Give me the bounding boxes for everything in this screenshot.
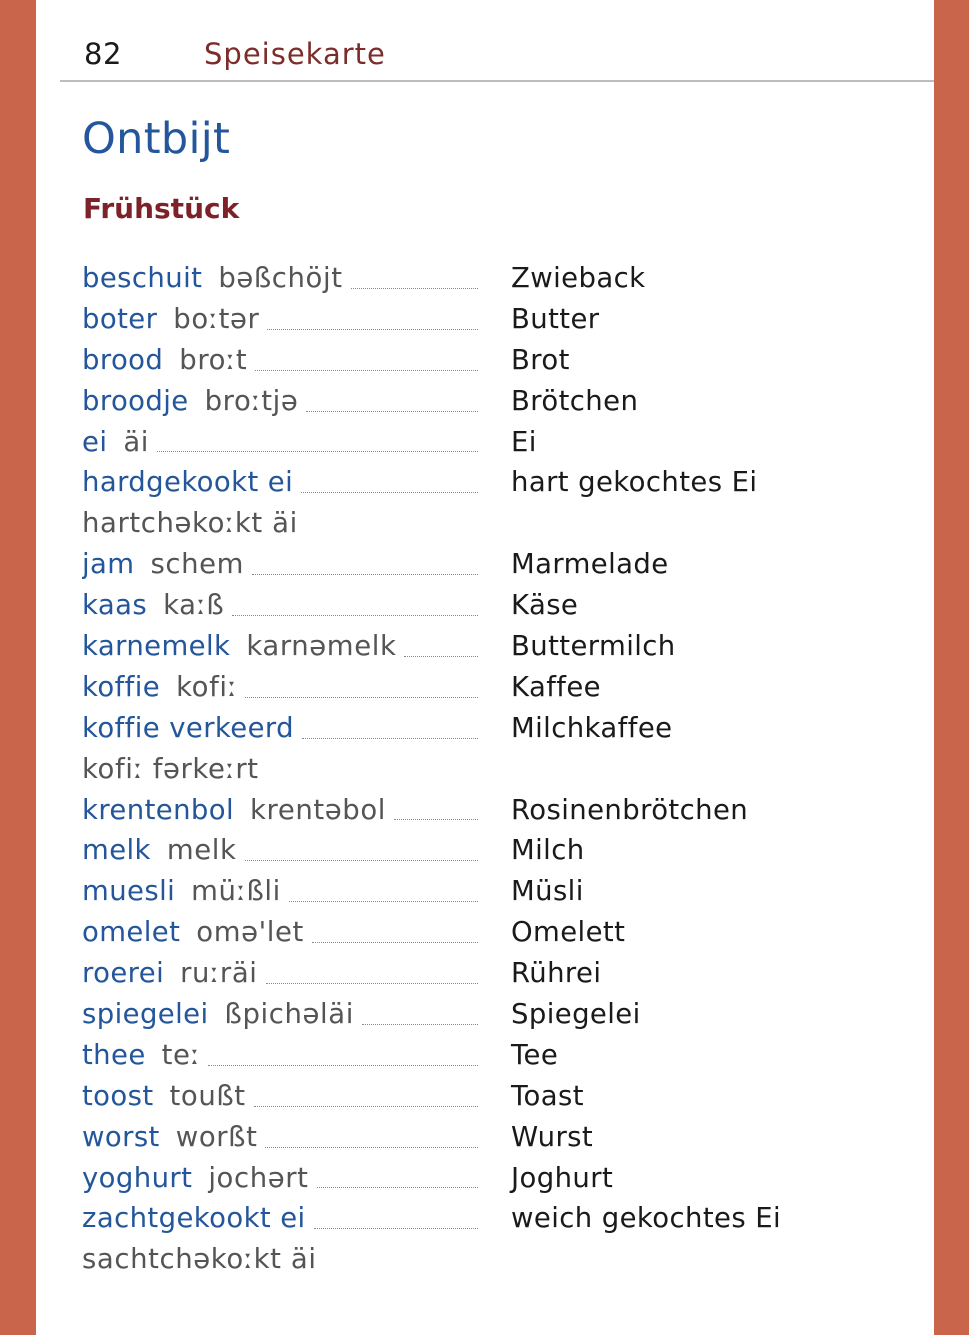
entry-pronunciation: ruːräi — [180, 957, 258, 990]
list-item — [82, 1076, 902, 1117]
dotted-leader — [314, 1227, 478, 1229]
dotted-leader — [157, 450, 478, 452]
dotted-leader — [245, 696, 478, 698]
list-item — [82, 912, 902, 953]
entry-pronunciation: toußt — [169, 1079, 246, 1112]
entry-pronunciation: sachtchəkoːkt äi — [82, 1243, 317, 1276]
entry-word: broodje — [82, 384, 189, 417]
entry-pronunciation: kofiː — [176, 670, 238, 703]
entry-translation: Kaffee — [511, 670, 602, 703]
dotted-leader — [255, 369, 478, 371]
entry-pronunciation: omə'let — [196, 916, 304, 949]
dotted-leader — [394, 818, 478, 820]
dotted-leader — [404, 655, 478, 657]
entry-word: roerei — [82, 957, 165, 990]
entry-translation: Tee — [511, 1038, 559, 1071]
dotted-leader — [266, 982, 478, 984]
entry-translation: Butter — [511, 302, 600, 335]
entry-word: koffie — [82, 670, 161, 703]
entry-term — [82, 953, 478, 994]
entry-pronunciation: hartchəkoːkt äi — [82, 507, 298, 540]
list-item — [82, 871, 902, 912]
entry-translation: Milchkaffee — [511, 711, 673, 744]
entry-word: koffie verkeerd — [82, 711, 294, 744]
dotted-leader — [232, 614, 478, 616]
list-item — [82, 953, 902, 994]
entry-pronunciation: krentəbol — [250, 793, 387, 826]
entry-term — [82, 1158, 478, 1199]
entry-pronunciation: worßt — [175, 1120, 258, 1153]
list-item — [82, 381, 902, 422]
entry-word: melk — [82, 834, 151, 867]
list-item — [82, 708, 902, 749]
dotted-leader — [254, 1105, 478, 1107]
entry-pronunciation: ßpichəläi — [224, 998, 354, 1031]
entry-translation: Joghurt — [511, 1161, 614, 1194]
list-item — [82, 258, 902, 299]
entry-translation: Marmelade — [511, 548, 669, 581]
entry-term — [82, 830, 478, 871]
dotted-leader — [289, 900, 478, 902]
entry-term — [82, 1076, 478, 1117]
entry-pronunciation: kaːß — [163, 589, 225, 622]
entry-translation: Wurst — [511, 1120, 594, 1153]
entry-term — [82, 790, 478, 831]
entry-word: worst — [82, 1120, 160, 1153]
entry-term — [82, 667, 478, 708]
dotted-leader — [252, 573, 478, 575]
dotted-leader — [351, 287, 478, 289]
dotted-leader — [312, 941, 478, 943]
list-item — [82, 1198, 902, 1239]
entry-term — [82, 258, 478, 299]
list-item — [82, 1117, 902, 1158]
pronunciation-line — [82, 503, 902, 544]
entry-word: spiegelei — [82, 998, 209, 1031]
entry-pronunciation: melk — [166, 834, 237, 867]
entry-word: hardgekookt ei — [82, 466, 294, 499]
entry-translation: Buttermilch — [511, 630, 676, 662]
entry-pronunciation: äi — [123, 425, 150, 458]
entry-pronunciation: schem — [150, 548, 245, 581]
entry-translation: Rosinenbrötchen — [511, 793, 749, 826]
entry-term — [82, 544, 478, 585]
entry-translation: Spiegelei — [511, 998, 641, 1031]
list-item — [82, 585, 902, 626]
entry-word: krentenbol — [82, 793, 235, 826]
entry-term — [82, 994, 478, 1035]
vocabulary-list — [82, 258, 902, 1280]
entry-term — [82, 340, 478, 381]
list-item — [82, 299, 902, 340]
entry-translation: Brötchen — [511, 384, 639, 417]
list-item — [82, 1035, 902, 1076]
entry-word: muesli — [82, 875, 176, 908]
dotted-leader — [301, 491, 478, 493]
entry-pronunciation: kofiː fərkeːrt — [82, 752, 259, 785]
entry-translation: Müsli — [511, 875, 584, 908]
entry-term — [82, 1035, 478, 1076]
list-item — [82, 667, 902, 708]
entry-translation: Käse — [511, 589, 579, 622]
dotted-leader — [265, 1146, 478, 1148]
dotted-leader — [208, 1064, 478, 1066]
list-item — [82, 544, 902, 585]
entry-term — [82, 585, 478, 626]
section-subtitle: Frühstück — [83, 192, 240, 225]
entry-word: jam — [82, 548, 135, 581]
pronunciation-line — [82, 749, 902, 790]
entry-pronunciation: boːtər — [173, 302, 260, 335]
dotted-leader — [245, 859, 478, 861]
dotted-leader — [302, 737, 478, 739]
entry-term — [82, 871, 478, 912]
section-title: Ontbijt — [82, 114, 231, 164]
entry-translation: Rührei — [511, 957, 602, 990]
list-item — [82, 422, 902, 463]
entry-term — [82, 626, 478, 667]
list-item — [82, 790, 902, 831]
dotted-leader — [362, 1023, 478, 1025]
entry-translation: weich gekochtes Ei — [511, 1202, 782, 1235]
entry-pronunciation: broːtjə — [204, 384, 299, 417]
list-item — [82, 462, 902, 503]
entry-translation: Toast — [511, 1079, 584, 1112]
entry-term — [82, 462, 478, 503]
entry-term — [82, 381, 478, 422]
list-item — [82, 340, 902, 381]
entry-term — [82, 708, 478, 749]
entry-term — [82, 1198, 478, 1239]
entry-pronunciation: bəßchöjt — [218, 261, 343, 294]
pronunciation-line — [82, 1239, 902, 1280]
entry-translation: Ei — [511, 425, 537, 458]
entry-translation: Brot — [511, 343, 570, 376]
dotted-leader — [267, 328, 478, 330]
entry-term — [82, 299, 478, 340]
entry-pronunciation: broːt — [179, 343, 248, 376]
entry-word: thee — [82, 1038, 146, 1071]
entry-word: omelet — [82, 916, 181, 949]
list-item — [82, 626, 902, 667]
page-sheet — [36, 0, 934, 1335]
entry-term — [82, 1117, 478, 1158]
dotted-leader — [317, 1186, 478, 1188]
entry-term — [82, 422, 478, 463]
entry-translation: Milch — [511, 834, 585, 867]
entry-pronunciation: müːßli — [191, 875, 281, 908]
running-title: Speisekarte — [204, 37, 386, 71]
entry-pronunciation: karnəmelk — [246, 630, 397, 662]
entry-word: ei — [82, 425, 108, 458]
list-item — [82, 1158, 902, 1199]
entry-translation: Omelett — [511, 916, 626, 949]
entry-word: toost — [82, 1079, 154, 1112]
entry-translation: Zwieback — [511, 261, 646, 294]
entry-word: kaas — [82, 589, 148, 622]
entry-word: karnemelk — [82, 630, 231, 662]
entry-translation: hart gekochtes Ei — [511, 466, 758, 499]
page-header — [60, 34, 934, 82]
list-item — [82, 830, 902, 871]
entry-word: boter — [82, 302, 158, 335]
entry-word: zachtgekookt ei — [82, 1202, 306, 1235]
list-item — [82, 994, 902, 1035]
entry-pronunciation: jochərt — [208, 1161, 309, 1194]
entry-pronunciation: teː — [161, 1038, 201, 1071]
dotted-leader — [306, 410, 478, 412]
entry-word: yoghurt — [82, 1161, 193, 1194]
page-number: 82 — [84, 37, 122, 71]
entry-term — [82, 912, 478, 953]
entry-word: brood — [82, 343, 164, 376]
entry-word: beschuit — [82, 261, 203, 294]
